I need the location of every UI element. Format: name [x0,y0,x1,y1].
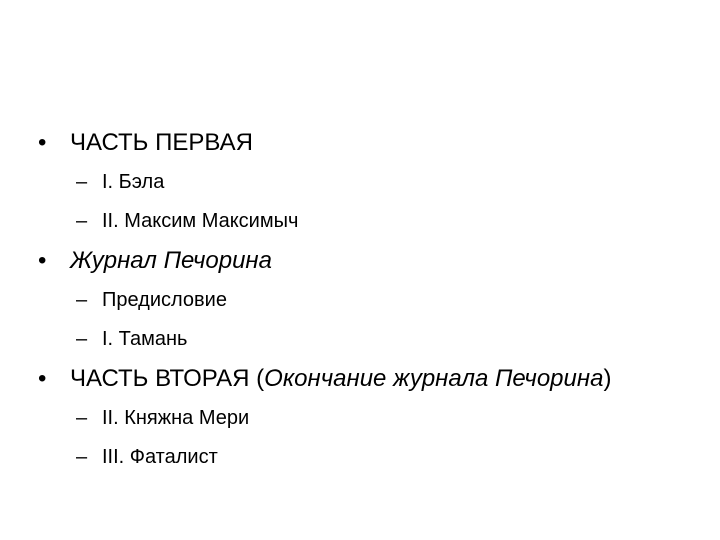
list-item [36,325,696,353]
section-title: ЧАСТЬ ПЕРВАЯ [70,129,253,156]
list-item [36,168,696,196]
outline [36,128,696,482]
section-title-close: ) [603,365,612,392]
item-label: I. Тамань [102,328,188,350]
list-item [36,404,696,432]
section-heading-part-one [36,128,696,158]
bullet-icon: • [38,247,47,274]
item-label: II. Княжна Мери [102,407,250,429]
section-heading-part-two [36,364,696,394]
list-item [36,286,696,314]
dash-icon: – [76,446,88,468]
section-title-main: ЧАСТЬ ВТОРАЯ ( [70,365,265,392]
section-title: Журнал Печорина [70,247,272,274]
dash-icon: – [76,210,88,232]
item-label: II. Максим Максимыч [102,210,299,232]
bullet-icon: • [38,129,47,156]
list-item [36,443,696,471]
bullet-icon: • [38,365,47,392]
dash-icon: – [76,289,88,311]
section-title-italic: Окончание журнала Печорина [264,365,604,392]
dash-icon: – [76,171,88,193]
list-item [36,207,696,235]
dash-icon: – [76,328,88,350]
item-label: Предисловие [102,289,227,311]
item-label: I. Бэла [102,171,165,193]
section-heading-journal [36,246,696,276]
dash-icon: – [76,407,88,429]
item-label: III. Фаталист [102,446,218,468]
